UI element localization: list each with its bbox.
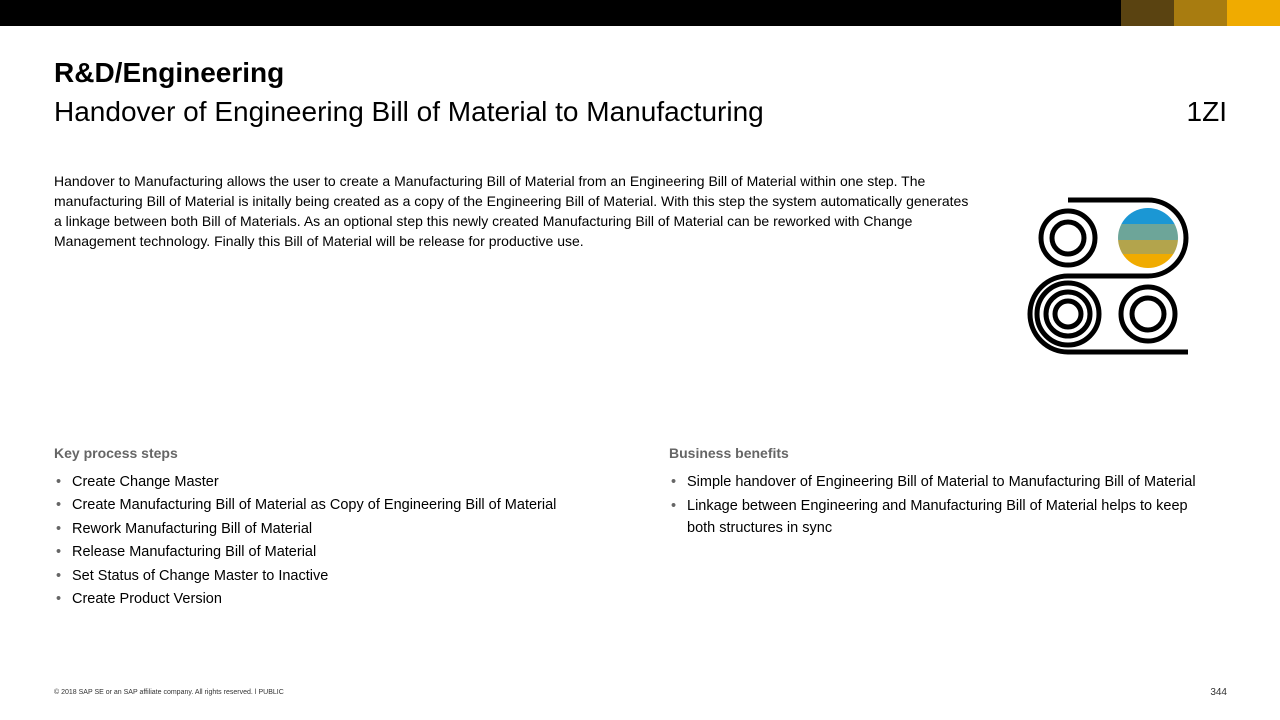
list-item [669,471,1214,493]
list-item-text: Simple handover of Engineering Bill of Material to Manufacturing Bill of Material [687,474,1196,490]
list-item [54,471,644,494]
list-item-text: Release Manufacturing Bill of Material [72,544,317,561]
accent-stripe-1 [1121,0,1174,26]
business-benefits-heading: Business benefits [669,445,789,461]
accent-stripe-3 [1227,0,1280,26]
list-item-text: Create Product Version [72,591,222,608]
list-item [54,541,644,564]
bullet-icon: • [56,497,62,514]
bullet-icon: • [56,520,62,537]
key-process-steps-section [54,444,644,611]
copyright-notice: © 2018 SAP SE or an SAP affiliate company. All rights reserved. ǀ PUBLIC [54,689,284,696]
business-benefits-section [669,444,1214,541]
list-item [54,588,644,611]
list-item-text: Linkage between Engineering and Manufacturing Bill of Material helps to keep both structures in sync [687,498,1188,536]
list-item-text: Set Status of Change Master to Inactive [72,567,329,584]
list-item [669,495,1214,539]
list-item-text: Rework Manufacturing Bill of Material [72,520,313,537]
bullet-icon: • [671,498,677,514]
list-item-text: Create Manufacturing Bill of Material as Copy of Engineering Bill of Material [72,497,557,514]
conveyor-belt-rollers-icon [1022,192,1194,358]
bullet-icon: • [56,544,62,561]
key-process-steps-list [54,471,644,611]
page-number: 344 [1210,687,1227,698]
list-item [54,494,644,517]
bullet-icon: • [671,474,677,490]
top-bar [0,0,1280,26]
process-description: Handover to Manufacturing allows the user to create a Manufacturing Bill of Material from an Engineering Bill of Material within one step. The manufacturing Bill of Material is initally being created as a copy of the Engineering Bill of Material. With this step the system automatically generates a linkage between both Bill of Materials. As an optional step this newly created Manufacturing Bill of Material can be reworked with Change Management technology. Finally this Bill of Material will be release for productive use. [54,173,969,249]
list-item [54,565,644,588]
accent-stripe-2 [1174,0,1227,26]
page-subtitle: Handover of Engineering Bill of Material to Manufacturing [54,96,764,127]
key-process-steps-heading: Key process steps [54,445,178,461]
scope-item-id: 1ZI [1186,96,1227,127]
list-item-text: Create Change Master [72,474,219,490]
bullet-icon: • [56,591,62,608]
list-item [54,518,644,541]
page-title: R&D/Engineering [54,57,285,88]
business-benefits-list [669,471,1214,539]
bullet-icon: • [56,567,62,584]
bullet-icon: • [56,474,62,490]
